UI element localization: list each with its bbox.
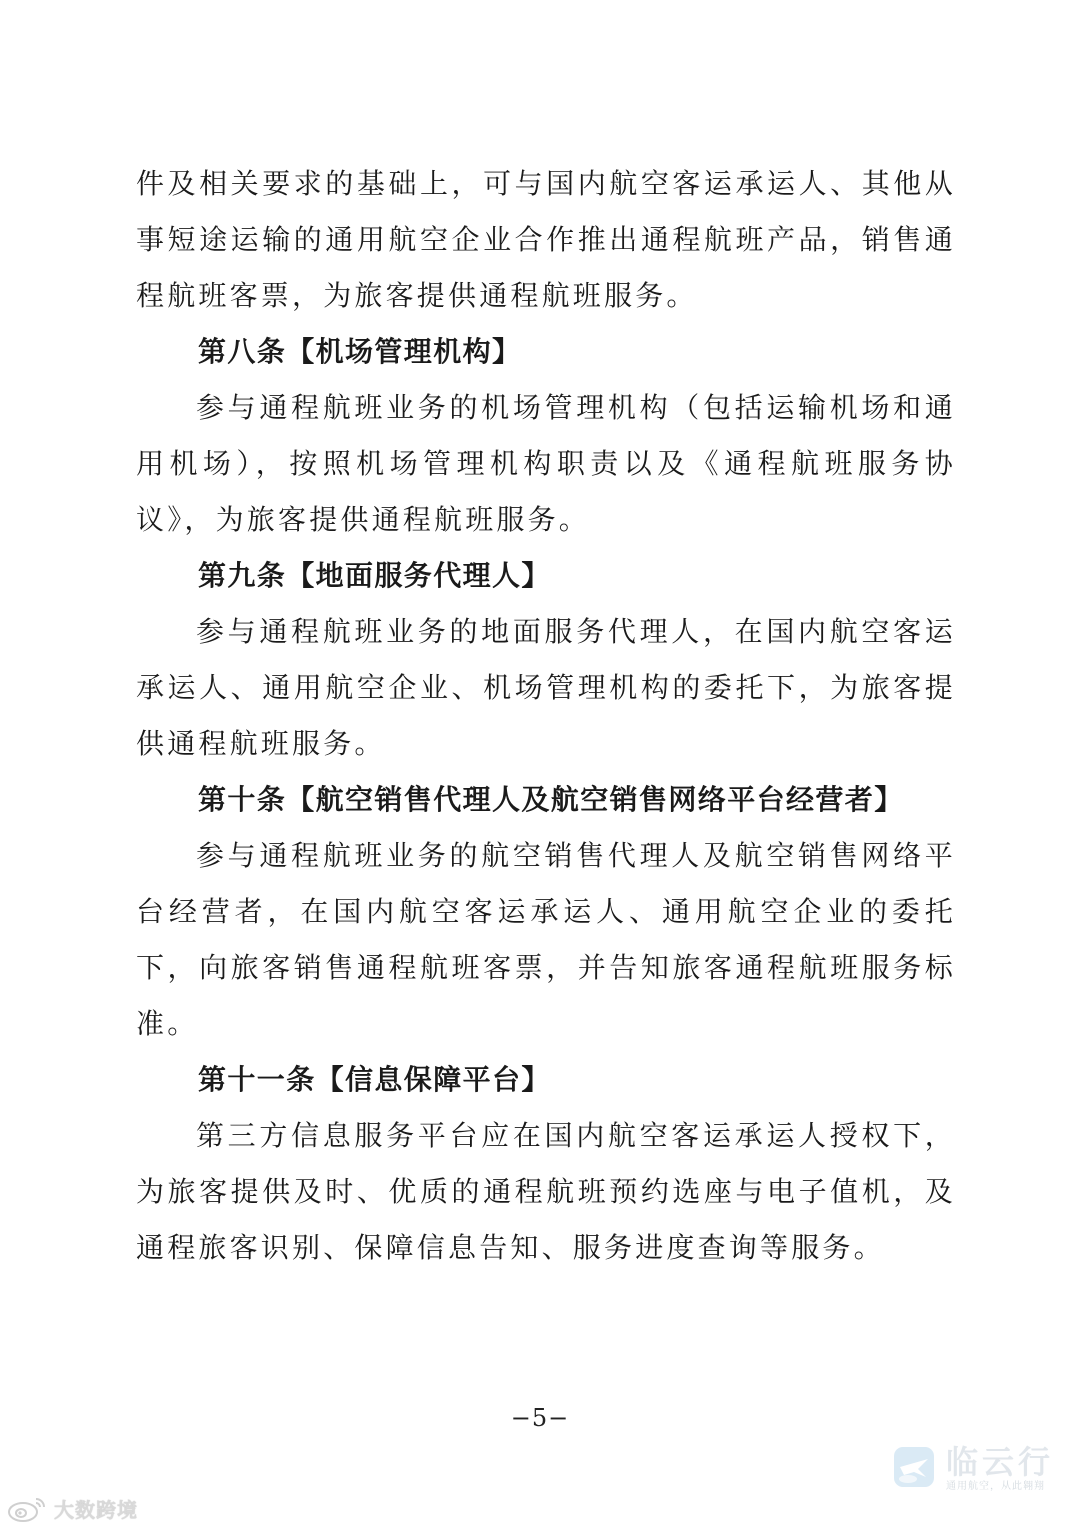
article-9-paragraph: 参与通程航班业务的地面服务代理人，在国内航空客运承运人、通用航空企业、机场管理机构的委托下，为旅客提供通程航班服务。	[136, 615, 956, 760]
article-9-heading: 第九条【地面服务代理人】	[198, 559, 551, 592]
article-10-paragraph: 参与通程航班业务的航空销售代理人及航空销售网络平台经营者，在国内航空客运承运人、通用航空企业的委托下，向旅客销售通程航班客票，并告知旅客通程航班服务标准。	[136, 839, 956, 1040]
document-body	[136, 156, 956, 1276]
page-number: −5−	[510, 1404, 570, 1432]
watermark-right	[892, 1444, 1054, 1494]
article-8-paragraph: 参与通程航班业务的机场管理机构（包括运输机场和通用机场），按照机场管理机构职责以及《通程航班服务协议》，为旅客提供通程航班服务。	[136, 391, 956, 536]
weibo-icon	[6, 1495, 48, 1523]
article-10-heading: 第十条【航空销售代理人及航空销售网络平台经营者】	[198, 783, 904, 816]
watermark-brand-slogan: 通用航空，从此翱翔	[946, 1481, 1045, 1492]
watermark-left-text: 大数跨境	[54, 1498, 138, 1522]
watermark-brand-name: 临云行	[946, 1443, 1055, 1481]
airplane-cloud-icon	[892, 1445, 936, 1493]
article-8-heading: 第八条【机场管理机构】	[198, 335, 522, 368]
watermark-left	[6, 1494, 138, 1523]
article-11-heading: 第十一条【信息保障平台】	[198, 1063, 551, 1096]
article-11-paragraph: 第三方信息服务平台应在国内航空客运承运人授权下，为旅客提供及时、优质的通程航班预约选座与电子值机，及通程旅客识别、保障信息告知、服务进度查询等服务。	[136, 1119, 956, 1264]
paragraph-continuation: 件及相关要求的基础上，可与国内航空客运承运人、其他从事短途运输的通用航空企业合作推出通程航班产品，销售通程航班客票，为旅客提供通程航班服务。	[136, 167, 956, 312]
